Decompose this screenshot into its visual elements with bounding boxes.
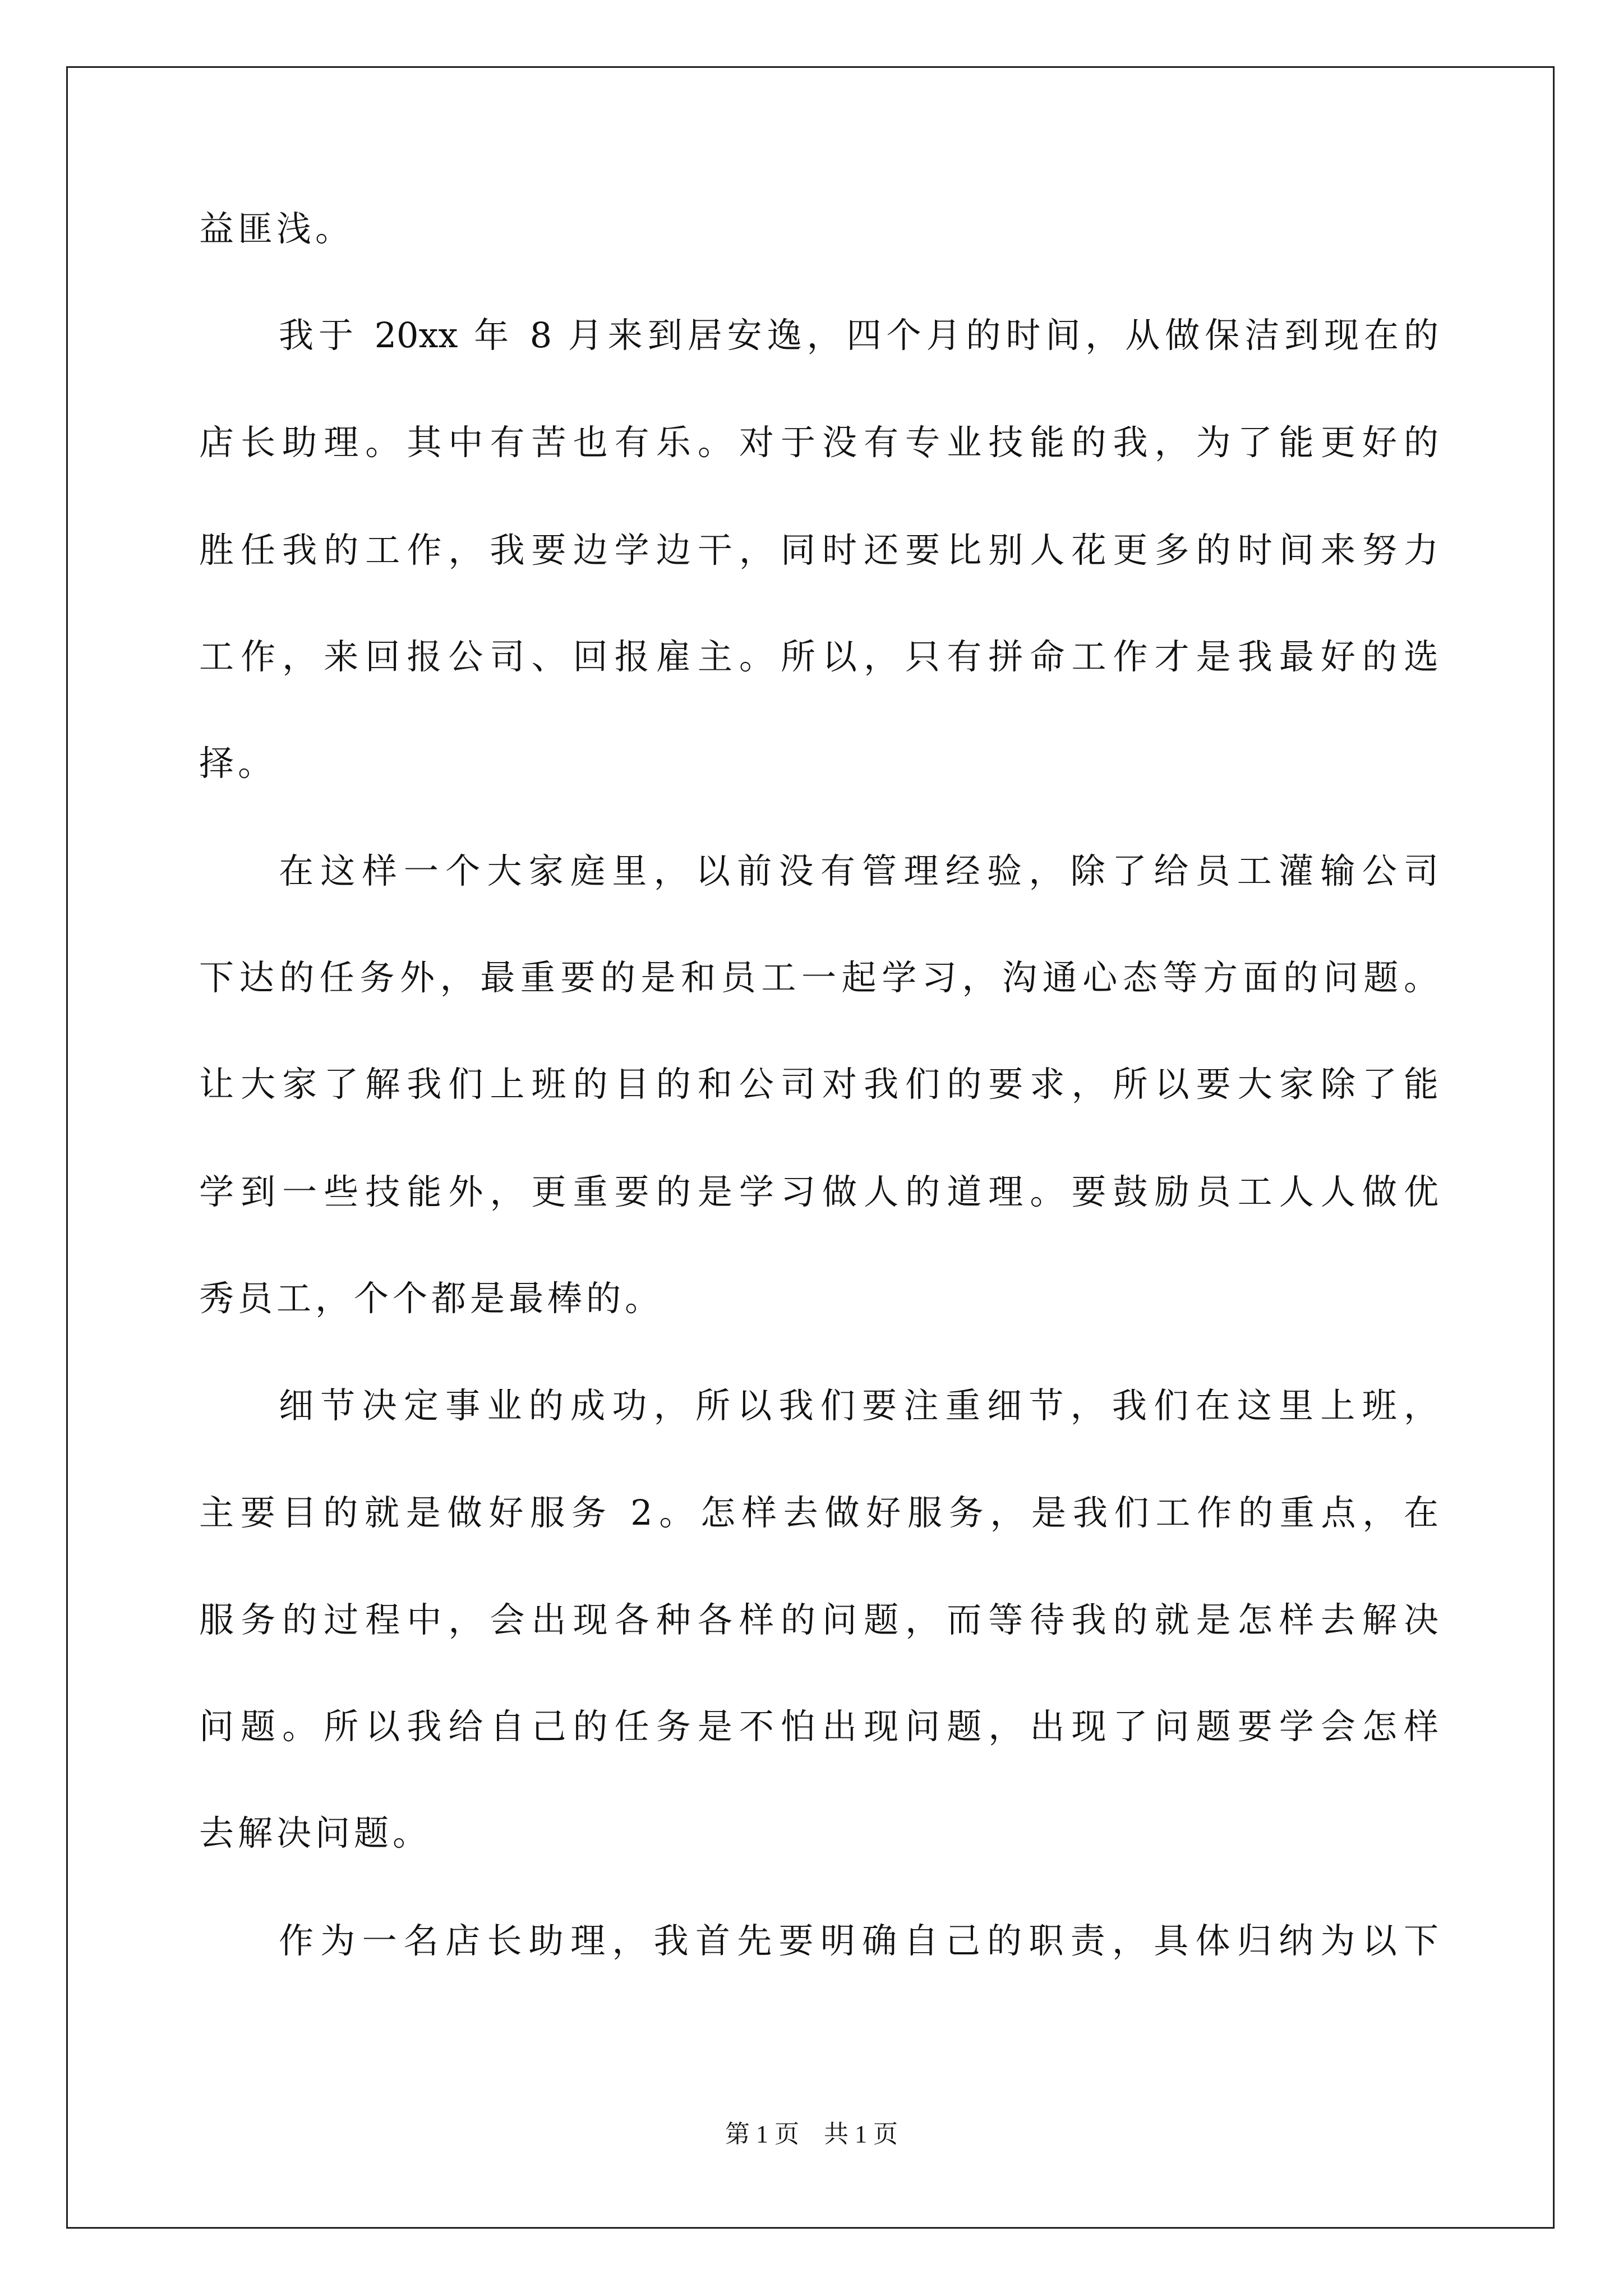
text-line-17: 作为一名店长助理，我首先要明确自己的职责，具体归纳为以下 bbox=[279, 1920, 1438, 1961]
text-line-7: 在这样一个大家庭里，以前没有管理经验，除了给员工灌输公司 bbox=[279, 850, 1438, 891]
text-line-11: 秀员工，个个都是最棒的。 bbox=[199, 1278, 664, 1319]
text-line-1: 益匪浅。 bbox=[199, 208, 354, 249]
text-line-14: 服务的过程中，会出现各种各样的问题，而等待我的就是怎样去解决 bbox=[199, 1599, 1438, 1640]
text-line-6: 择。 bbox=[199, 743, 277, 784]
text-line-2: 我于 20xx 年 8 月来到居安逸，四个月的时间，从做保洁到现在的 bbox=[279, 315, 1438, 356]
page-border bbox=[66, 66, 1555, 2229]
text-line-3: 店长助理。其中有苦也有乐。对于没有专业技能的我，为了能更好的 bbox=[199, 422, 1438, 463]
text-line-15: 问题。所以我给自己的任务是不怕出现问题，出现了问题要学会怎样 bbox=[199, 1706, 1438, 1747]
text-line-4: 胜任我的工作，我要边学边干，同时还要比别人花更多的时间来努力 bbox=[199, 530, 1438, 570]
text-line-10: 学到一些技能外，更重要的是学习做人的道理。要鼓励员工人人做优 bbox=[199, 1171, 1438, 1212]
text-line-13: 主要目的就是做好服务 2。怎样去做好服务，是我们工作的重点，在 bbox=[199, 1492, 1438, 1533]
page-number-footer: 第 1 页 共 1 页 bbox=[725, 2120, 898, 2148]
text-line-16: 去解决问题。 bbox=[199, 1812, 432, 1853]
text-line-5: 工作，来回报公司、回报雇主。所以，只有拼命工作才是我最好的选 bbox=[199, 636, 1438, 677]
text-line-9: 让大家了解我们上班的目的和公司对我们的要求，所以要大家除了能 bbox=[199, 1064, 1438, 1105]
text-line-8: 下达的任务外，最重要的是和员工一起学习，沟通心态等方面的问题。 bbox=[199, 957, 1438, 998]
text-line-12: 细节决定事业的成功，所以我们要注重细节，我们在这里上班， bbox=[279, 1385, 1438, 1426]
